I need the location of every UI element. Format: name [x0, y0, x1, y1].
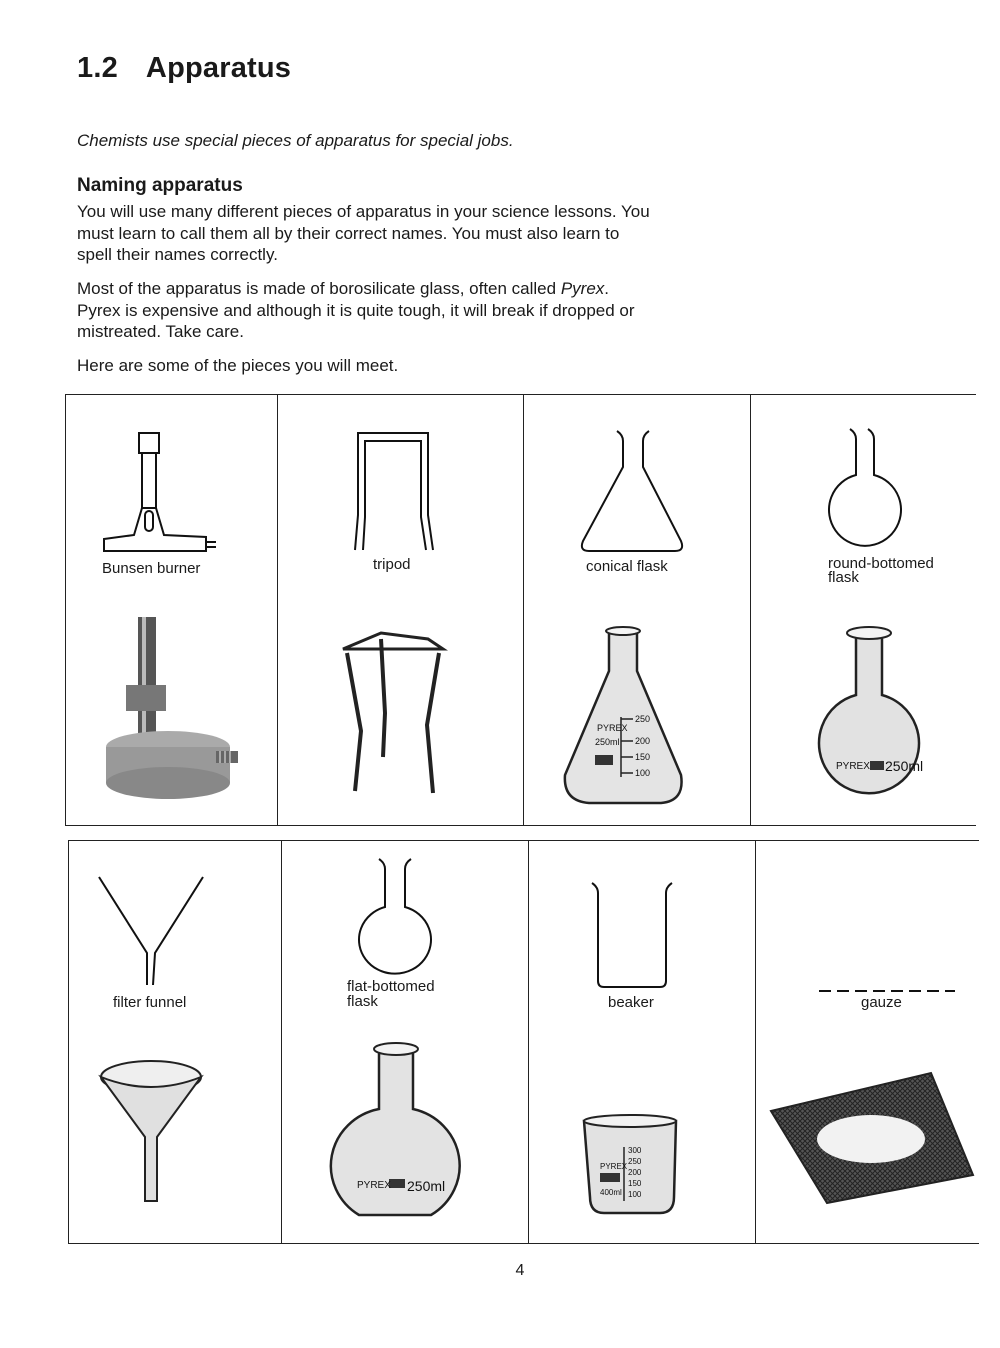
cell-conical-flask: [523, 395, 750, 825]
conical-flask-icon: [523, 395, 750, 825]
section-heading: [77, 52, 291, 85]
label-conical-flask: conical flask: [586, 558, 668, 575]
label-bunsen-burner: Bunsen burner: [102, 560, 201, 577]
flat-bottomed-flask-icon: [281, 841, 528, 1243]
intro-text: Chemists use special pieces of apparatus for special jobs.: [77, 131, 514, 150]
pyrex-italic: Pyrex: [560, 279, 605, 298]
page-number: 4: [515, 1262, 525, 1279]
cell-round-bottomed-flask: [750, 395, 976, 825]
label-flat-bottomed-flask: flat-bottomed: [347, 978, 435, 995]
label-round-bottomed-flask: round-bottomed: [828, 555, 934, 572]
section-number: 1.2: [77, 52, 118, 84]
paragraph-2: [77, 278, 657, 343]
label-round-bottomed-flask-2: flask: [828, 569, 859, 586]
cell-filter-funnel: [69, 841, 281, 1243]
paragraph-2-before: Most of the apparatus is made of borosilicate glass, often called: [77, 279, 561, 298]
label-tripod: tripod: [373, 556, 411, 573]
cell-bunsen-burner: [66, 395, 277, 825]
label-flat-bottomed-flask-2: flask: [347, 993, 378, 1010]
flat-volume-label: 250ml: [407, 1178, 446, 1194]
round-brand-label: PYREX: [836, 761, 870, 772]
beaker-icon: [528, 841, 755, 1243]
apparatus-grid-row-1: [65, 394, 976, 826]
conical-volume-label: 250ml: [595, 737, 620, 747]
beaker-scale-100: 100: [628, 1190, 642, 1199]
label-beaker: beaker: [608, 994, 654, 1011]
beaker-scale-300: 300: [628, 1146, 642, 1155]
beaker-brand-label: PYREX: [600, 1162, 628, 1171]
beaker-scale-200: 200: [628, 1168, 642, 1177]
conical-scale-100: 100: [635, 768, 651, 778]
flat-brand-label: PYREX: [357, 1180, 391, 1191]
subheading: Naming apparatus: [77, 175, 243, 196]
cell-flat-bottomed-flask: [281, 841, 528, 1243]
bunsen-burner-icon: [66, 395, 277, 825]
beaker-volume-label: 400ml: [600, 1188, 622, 1197]
conical-brand-label: PYREX: [597, 723, 628, 733]
section-title: Apparatus: [145, 52, 292, 84]
label-gauze: gauze: [861, 994, 902, 1011]
beaker-scale-150: 150: [628, 1179, 642, 1188]
cell-gauze: [755, 841, 975, 1243]
label-filter-funnel: filter funnel: [113, 994, 187, 1011]
paragraph-1: You will use many different pieces of apparatus in your science lessons. You must learn to call them all by their correct names. You must also learn to spell their names correctly.: [77, 202, 650, 264]
conical-scale-250: 250: [635, 714, 651, 724]
round-bottomed-flask-icon: [750, 395, 976, 825]
tripod-icon: [277, 395, 523, 825]
paragraph-2-after: . Pyrex is expensive and although it is quite tough, it will break if dropped or mistreated. Take care.: [77, 279, 635, 341]
apparatus-grid-row-2: [68, 840, 979, 1244]
cell-tripod: [277, 395, 523, 825]
filter-funnel-icon: [69, 841, 281, 1243]
gauze-icon: [755, 841, 975, 1243]
conical-scale-200: 200: [635, 736, 651, 746]
conical-scale-150: 150: [635, 752, 651, 762]
paragraph-3: Here are some of the pieces you will meet.: [77, 356, 399, 375]
cell-beaker: [528, 841, 755, 1243]
beaker-scale-250: 250: [628, 1157, 642, 1166]
round-volume-label: 250ml: [885, 758, 924, 774]
